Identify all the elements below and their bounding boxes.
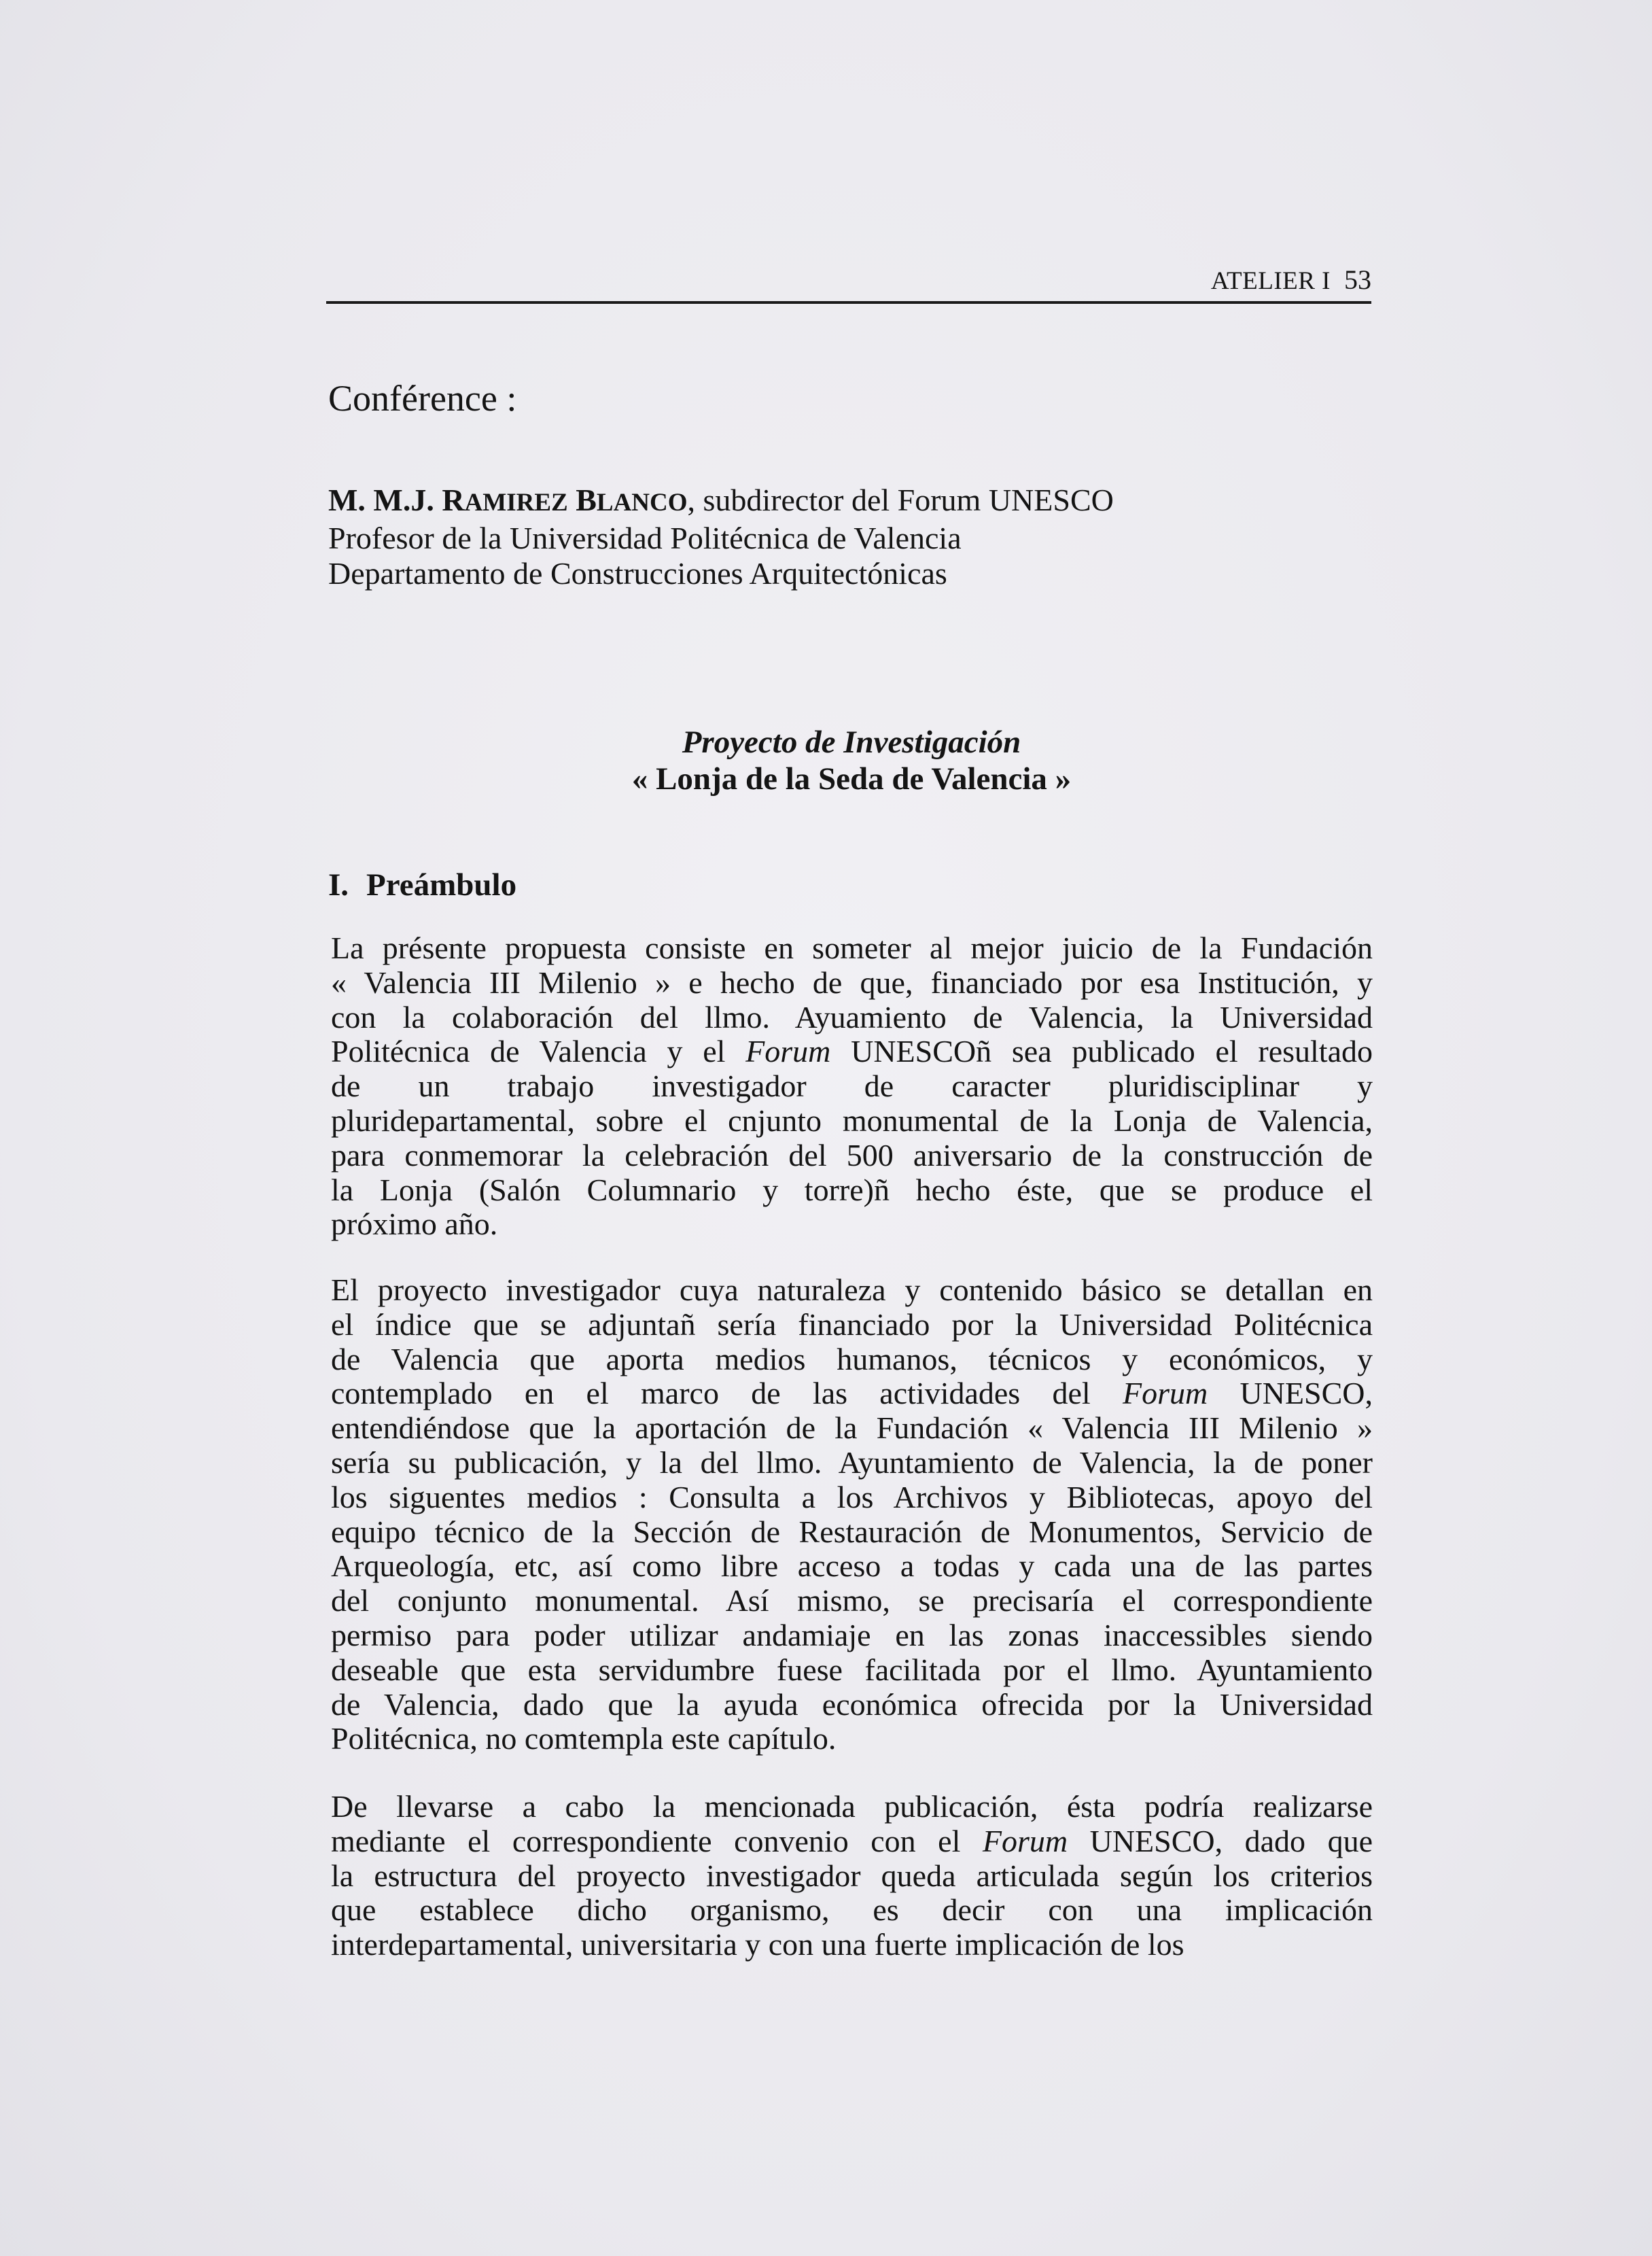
author-line-2: Profesor de la Universidad Politécnica de Valencia bbox=[328, 521, 962, 555]
paragraph-line: De llevarse a cabo la mencionada publicación, ésta podría realizarse bbox=[331, 1789, 1373, 1824]
section-heading bbox=[328, 867, 516, 903]
paragraph-line: de Valencia, dado que la ayuda económica ofrecida por la Universidad bbox=[331, 1686, 1373, 1722]
running-header bbox=[326, 258, 1371, 303]
paragraph-line bbox=[331, 1376, 1373, 1411]
author-line-1 bbox=[328, 483, 1375, 521]
paragraph-line: sería su publicación, y la del llmo. Ayuntamiento de Valencia, la de poner bbox=[331, 1444, 1373, 1480]
italic-term: Forum bbox=[982, 1823, 1068, 1858]
project-title-line-2: « Lonja de la Seda de Valencia » bbox=[631, 761, 1072, 797]
paragraph-line bbox=[331, 1035, 1373, 1069]
line-segment: contemplado en el marco de las actividades del bbox=[331, 1376, 1123, 1411]
paragraph-line: con la colaboración del llmo. Ayuamiento de Valencia, la Universidad bbox=[331, 999, 1373, 1035]
paragraph-line: que establece dicho organismo, es decir con una implicación bbox=[331, 1892, 1373, 1928]
paragraph-line: deseable que esta servidumbre fuese facilitada por el llmo. Ayuntamiento bbox=[331, 1652, 1373, 1687]
author-name: M. M.J. RAMIREZ BLANCO bbox=[328, 483, 688, 517]
project-title-line-1: Proyecto de Investigación bbox=[682, 725, 1021, 760]
paragraph-line: equipo técnico de la Sección de Restauración de Monumentos, Servicio de bbox=[331, 1514, 1373, 1549]
paragraph-line: de Valencia que aporta medios humanos, técnicos y económicos, y bbox=[331, 1341, 1373, 1376]
header-label: ATELIER I bbox=[1210, 267, 1331, 295]
author-role: , subdirector del Forum UNESCO bbox=[687, 483, 1114, 517]
paragraph-line: el índice que se adjuntañ sería financiado por la Universidad Politécnica bbox=[331, 1306, 1373, 1342]
paragraph-1 bbox=[331, 931, 1373, 1242]
paragraph-line: próximo año. bbox=[331, 1207, 498, 1242]
paragraph-line: la estructura del proyecto investigador queda articulada según los criterios bbox=[331, 1858, 1373, 1893]
paragraph-line: de un trabajo investigador de caracter pluridisciplinar y bbox=[331, 1069, 1373, 1104]
paragraph-line: la Lonja (Salón Columnario y torre)ñ hecho éste, que se produce el bbox=[331, 1172, 1373, 1207]
italic-term: Forum bbox=[745, 1034, 831, 1069]
paragraph-line: La présente propuesta consiste en someter al mejor juicio de la Fundación bbox=[331, 931, 1373, 965]
paragraph-line: para conmemorar la celebración del 500 aniversario de la construcción de bbox=[331, 1137, 1373, 1173]
section-title: Preámbulo bbox=[366, 867, 517, 903]
header-rule bbox=[326, 301, 1371, 304]
line-segment: mediante el correspondiente convenio con el bbox=[331, 1823, 983, 1858]
paragraph-line: del conjunto monumental. Así mismo, se precisaría el correspondiente bbox=[331, 1583, 1373, 1618]
paragraph-line: Arqueología, etc, así como libre acceso a todas y cada una de las partes bbox=[331, 1548, 1373, 1584]
paragraph-line: permiso para poder utilizar andamiaje en las zonas inaccessibles siendo bbox=[331, 1617, 1373, 1652]
paragraph-2 bbox=[331, 1273, 1373, 1756]
paragraph-line bbox=[331, 1824, 1373, 1859]
page-number: 53 bbox=[1344, 264, 1371, 295]
paragraph-line: El proyecto investigador cuya naturaleza y contenido básico se detallan en bbox=[331, 1272, 1373, 1307]
conference-title: Conférence : bbox=[328, 378, 517, 419]
project-title bbox=[328, 724, 1375, 797]
section-number: I. bbox=[328, 867, 349, 903]
italic-term: Forum bbox=[1122, 1376, 1208, 1411]
paragraph-line: Politécnica, no comtempla este capítulo. bbox=[331, 1721, 837, 1756]
line-segment: UNESCO, bbox=[1208, 1376, 1373, 1411]
paragraph-line: los siguentes medios : Consulta a los Archivos y Bibliotecas, apoyo del bbox=[331, 1479, 1373, 1514]
paragraph-line: pluridepartamental, sobre el cnjunto monumental de la Lonja de Valencia, bbox=[331, 1103, 1373, 1138]
author-line-3: Departamento de Construcciones Arquitectónicas bbox=[328, 556, 947, 591]
line-segment: UNESCO, dado que bbox=[1068, 1823, 1373, 1858]
paragraph-line: entendiéndose que la aportación de la Fundación « Valencia III Milenio » bbox=[331, 1410, 1373, 1446]
line-segment: UNESCOñ sea publicado el resultado bbox=[830, 1034, 1373, 1069]
paragraph-line: interdepartamental, universitaria y con una fuerte implicación de los bbox=[331, 1927, 1184, 1962]
paragraph-3 bbox=[331, 1790, 1373, 1962]
author-block bbox=[328, 483, 1375, 591]
line-segment: Politécnica de Valencia y el bbox=[331, 1034, 746, 1069]
paragraph-line: « Valencia III Milenio » e hecho de que, financiado por esa Institución, y bbox=[331, 965, 1373, 1000]
